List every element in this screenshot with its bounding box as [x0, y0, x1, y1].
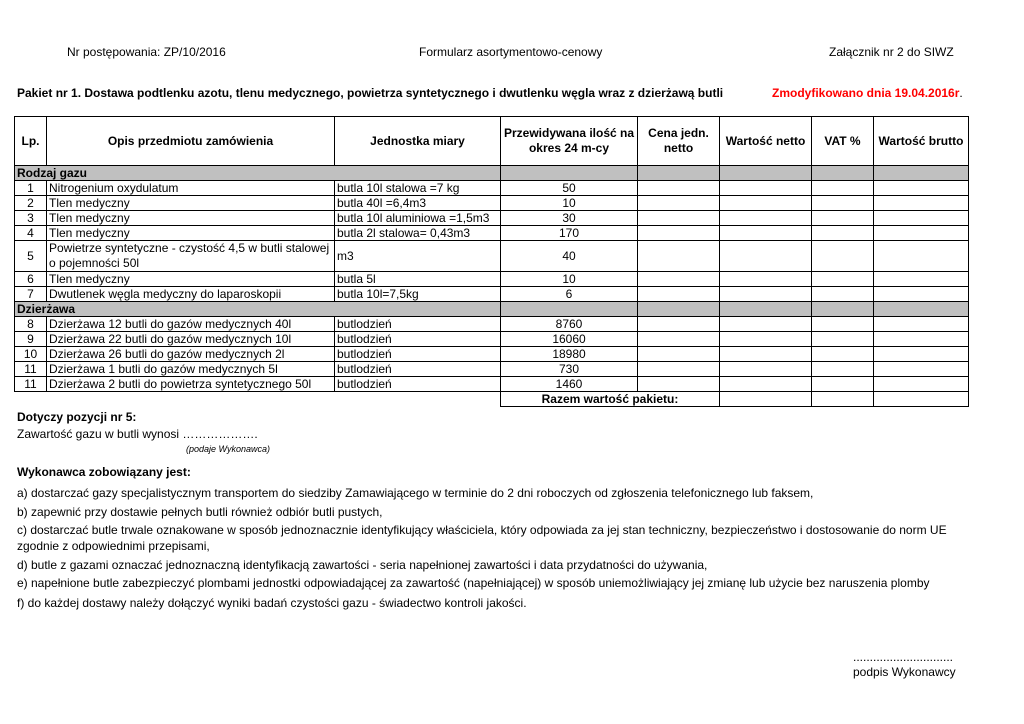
signature-dots: ..............................	[853, 650, 954, 664]
net-cell[interactable]	[720, 272, 812, 287]
gross-cell[interactable]	[874, 181, 969, 196]
price-cell[interactable]	[638, 272, 720, 287]
gross-cell[interactable]	[874, 211, 969, 226]
obligation-c-cont: zgodnie z odpowiednimi przepisami,	[17, 539, 210, 553]
vat-cell[interactable]	[812, 196, 874, 211]
net-cell[interactable]	[720, 211, 812, 226]
table-row: 8 Dzierżawa 12 butli do gazów medycznych 40l butlodzień 8760	[15, 317, 969, 332]
table-row: 10 Dzierżawa 26 butli do gazów medycznych 2l butlodzień 18980	[15, 347, 969, 362]
price-cell[interactable]	[638, 241, 720, 272]
case-number: Nr postępowania: ZP/10/2016	[67, 45, 226, 59]
obligation-d: d) butle z gazami oznaczać jednoznaczną identyfikacją zawartości - seria napełnionej zawartości i data przydatności do używania,	[17, 558, 708, 572]
total-label: Razem wartość pakietu:	[501, 392, 720, 407]
modified-note: Zmodyfikowano dnia 19.04.2016r.	[772, 86, 963, 100]
total-gross-cell[interactable]	[874, 392, 969, 407]
vat-cell[interactable]	[812, 272, 874, 287]
gross-cell[interactable]	[874, 332, 969, 347]
table-row: 6 Tlen medyczny butla 5l 10	[15, 272, 969, 287]
obligation-f: f) do każdej dostawy należy dołączyć wyniki badań czystości gazu - świadectwo kontroli jakości.	[17, 596, 527, 610]
vat-cell[interactable]	[812, 226, 874, 241]
price-cell[interactable]	[638, 332, 720, 347]
signature-label: podpis Wykonawcy	[853, 665, 956, 679]
price-cell[interactable]	[638, 377, 720, 392]
net-cell[interactable]	[720, 362, 812, 377]
gross-cell[interactable]	[874, 287, 969, 302]
gross-cell[interactable]	[874, 362, 969, 377]
total-vat-cell[interactable]	[812, 392, 874, 407]
net-cell[interactable]	[720, 332, 812, 347]
obligation-e: e) napełnione butle zabezpieczyć plombami jednostki odpowiadającej za zawartość (napełniającej) w sposób uniemożliwiający jej zmianę lub użycie bez naruszenia plomby	[17, 576, 930, 590]
table-row: 5 Powietrze syntetyczne - czystość 4,5 w butli stalowej o pojemności 50l m3 40	[15, 241, 969, 272]
gross-cell[interactable]	[874, 272, 969, 287]
table-row: 9 Dzierżawa 22 butli do gazów medycznych 10l butlodzień 16060	[15, 332, 969, 347]
col-desc: Opis przedmiotu zamówienia	[47, 117, 335, 166]
vat-cell[interactable]	[812, 287, 874, 302]
attachment-label: Załącznik nr 2 do SIWZ	[829, 45, 954, 59]
net-cell[interactable]	[720, 241, 812, 272]
price-cell[interactable]	[638, 181, 720, 196]
vat-cell[interactable]	[812, 377, 874, 392]
pos5-hint: (podaje Wykonawca)	[186, 444, 271, 454]
net-cell[interactable]	[720, 226, 812, 241]
table-row: 11 Dzierżawa 1 butli do gazów medycznych 5l butlodzień 730	[15, 362, 969, 377]
col-price: Cena jedn. netto	[638, 117, 720, 166]
form-title: Formularz asortymentowo-cenowy	[419, 45, 603, 59]
table-row: 11 Dzierżawa 2 butli do powietrza syntetycznego 50l butlodzień 1460	[15, 377, 969, 392]
package-title: Pakiet nr 1. Dostawa podtlenku azotu, tlenu medycznego, powietrza syntetycznego i dwutlenku węgla wraz z dzierżawą butli	[17, 86, 724, 100]
section-gas: Rodzaj gazu	[15, 166, 969, 181]
price-cell[interactable]	[638, 196, 720, 211]
vat-cell[interactable]	[812, 332, 874, 347]
net-cell[interactable]	[720, 347, 812, 362]
vat-cell[interactable]	[812, 347, 874, 362]
gross-cell[interactable]	[874, 196, 969, 211]
price-cell[interactable]	[638, 287, 720, 302]
net-cell[interactable]	[720, 377, 812, 392]
total-net-cell[interactable]	[720, 392, 812, 407]
price-cell[interactable]	[638, 211, 720, 226]
vat-cell[interactable]	[812, 181, 874, 196]
table-row: 7 Dwutlenek węgla medyczny do laparoskopii butla 10l=7,5kg 6	[15, 287, 969, 302]
col-vat: VAT %	[812, 117, 874, 166]
obligation-b: b) zapewnić przy dostawie pełnych butli również odbiór butli pustych,	[17, 505, 383, 519]
price-table	[14, 116, 969, 407]
obligation-c: c) dostarczać butle trwale oznakowane w sposób jednoznacznie identyfikujący właściciela, który odpowiada za jej stan techniczny, bezpieczeństwo i dostosowanie do norm UE	[17, 523, 947, 537]
price-cell[interactable]	[638, 362, 720, 377]
vat-cell[interactable]	[812, 211, 874, 226]
section-lease: Dzierżawa	[15, 302, 969, 317]
gross-cell[interactable]	[874, 347, 969, 362]
vat-cell[interactable]	[812, 362, 874, 377]
obligations-title: Wykonawca zobowiązany jest:	[17, 465, 191, 479]
net-cell[interactable]	[720, 196, 812, 211]
pos5-title: Dotyczy pozycji nr 5:	[17, 410, 137, 424]
pos5-text: Zawartość gazu w butli wynosi ……………….	[17, 427, 258, 441]
price-cell[interactable]	[638, 226, 720, 241]
col-net: Wartość netto	[720, 117, 812, 166]
table-header-row	[15, 117, 969, 166]
table-row: 3 Tlen medyczny butla 10l aluminiowa =1,5m3 30	[15, 211, 969, 226]
table-row: 2 Tlen medyczny butla 40l =6,4m3 10	[15, 196, 969, 211]
total-row	[15, 392, 969, 407]
col-lp: Lp.	[15, 117, 47, 166]
obligation-a: a) dostarczać gazy specjalistycznym transportem do siedziby Zamawiającego w terminie do 2 dni roboczych od zgłoszenia telefonicznego lub faksem,	[17, 486, 814, 500]
vat-cell[interactable]	[812, 241, 874, 272]
net-cell[interactable]	[720, 287, 812, 302]
gross-cell[interactable]	[874, 317, 969, 332]
net-cell[interactable]	[720, 181, 812, 196]
gross-cell[interactable]	[874, 241, 969, 272]
col-gross: Wartość brutto	[874, 117, 969, 166]
gross-cell[interactable]	[874, 377, 969, 392]
table-row: 1 Nitrogenium oxydulatum butla 10l stalowa =7 kg 50	[15, 181, 969, 196]
price-cell[interactable]	[638, 317, 720, 332]
price-cell[interactable]	[638, 347, 720, 362]
vat-cell[interactable]	[812, 317, 874, 332]
col-qty: Przewidywana ilość na okres 24 m-cy	[501, 117, 638, 166]
net-cell[interactable]	[720, 317, 812, 332]
gross-cell[interactable]	[874, 226, 969, 241]
col-unit: Jednostka miary	[335, 117, 501, 166]
table-row: 4 Tlen medyczny butla 2l stalowa= 0,43m3 170	[15, 226, 969, 241]
